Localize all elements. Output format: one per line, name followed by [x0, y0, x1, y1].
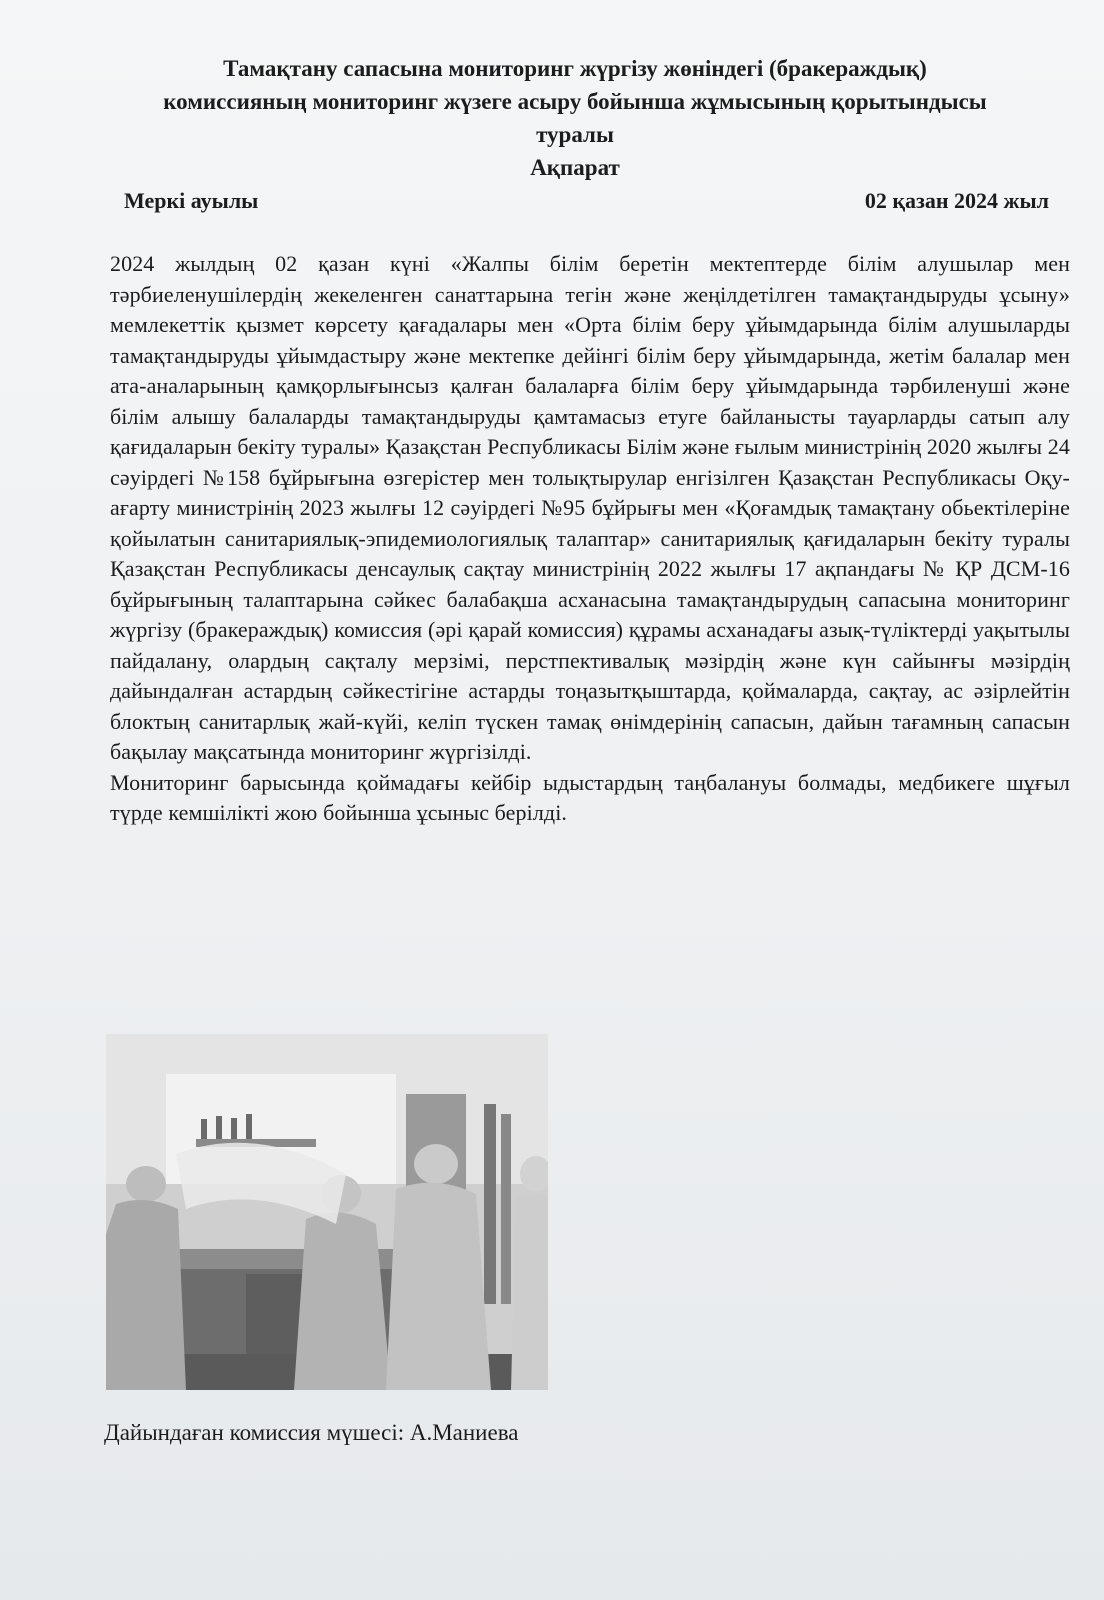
photo-drawing — [106, 1034, 548, 1390]
date-label: 02 қазан 2024 жыл — [864, 188, 1049, 213]
title-line-2: комиссияның мониторинг жүзеге асыру бойынша жұмысының қорытындысы — [163, 89, 987, 114]
document-body — [110, 249, 1070, 829]
title-line-3: туралы — [536, 122, 614, 147]
kitchen-inspection-photo — [106, 1034, 548, 1390]
document-title — [100, 52, 1050, 184]
body-paragraph-2: Мониторинг барысында қоймадағы кейбір ыдыстардың таңбалануы болмады, медбикеге шұғыл түрде кемшілікті жою бойынша ұсыныс берілді. — [110, 769, 1070, 825]
body-paragraph-1: 2024 жылдың 02 қазан күні «Жалпы білім беретін мектептерде білім алушылар мен тәрбиеленушілердің жекеленген санаттарына тегін және жеңілдетілген тамақтандыруды ұсыну» мемлекеттік қызмет көрсету қағадалары мен «Орта білім беру ұйымдарында білім алушыларды тамақтандыруды ұйымдастыру және мектепке дейінгі білім беру ұйымдарында, жетім балалар мен ата-аналарының қамқорлығынсыз қалған балаларға білім беру ұйымдарында тәрбиленуші және білім алышу балаларды тамақтандыруды қамтамасыз етуге байланысты тауарларды сатып алу қағидаларын бекіту туралы» Қазақстан Республикасы Білім және ғылым министрінің 2020 жылғы 24 сәуірдегі №158 бұйрығына өзгерістер мен толықтырулар енгізілген Қазақстан Республикасы Оқу-ағарту министрінің 2023 жылғы 12 сәуірдегі №95 бұйрығы мен «Қоғамдық тамақтану обьектілеріне қойылатын санитариялық-эпидемиологиялық талаптар» санитариялық қағидаларын бекіту туралы Қазақстан Республикасы денсаулық сақтау министрінің 2022 жылғы 17 ақпандағы № ҚР ДСМ-16 бұйрығының талаптарына сәйкес балабақша асханасына тамақтандырудың сапасына мониторинг жүргізу (бракераждық) комиссия (әрі қарай комиссия) құрамы асханадағы азық-түліктерді уақытылы пайдалану, олардың сақталу мерзімі, перстпективалық мәзірдің және күн сайынғы мәзірдің дайындалған астардың сәйкестігіне астарды тоңазытқыштарда, қоймаларда, сақтау, ас әзірлейтін блоктың санитарлық жай-күйі, келіп түскен тамақ өнімдерінің сапасын, дайын тағамның сапасын бақылау мақсатында мониторинг жүргізілді. — [110, 251, 1070, 764]
place-label: Меркі ауылы — [124, 188, 259, 213]
title-line-1: Тамақтану сапасына мониторинг жүргізу жөніндегі (бракераждық) — [223, 56, 927, 81]
title-line-4: Ақпарат — [530, 155, 620, 180]
signature-line: Дайындаған комиссия мүшесі: А.Маниева — [104, 1420, 519, 1445]
